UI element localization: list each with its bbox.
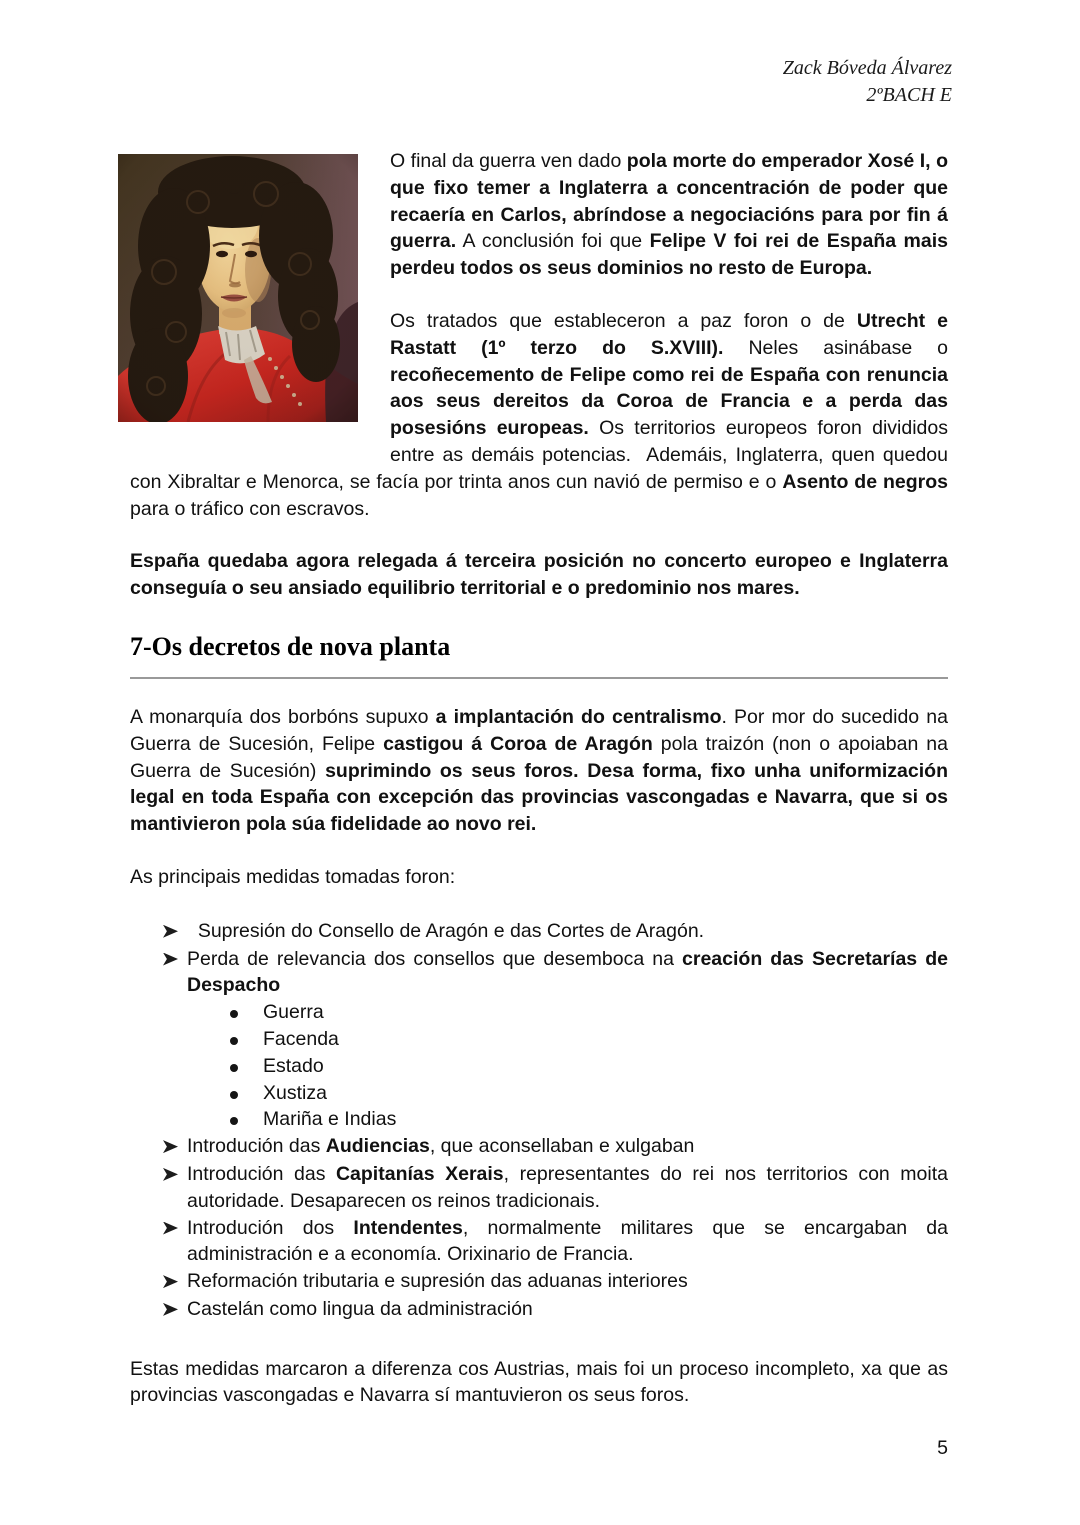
list-item-text: Supresión do Consello de Aragón e das Cortes de Aragón. <box>187 919 705 942</box>
list-item-text: Introdución dos Intendentes, normalmente militares que se encargaban da administración e a economía. Orixinario de Francia. <box>187 1216 948 1266</box>
list-item-secretariat <box>130 999 948 1026</box>
paragraph-measures-intro: As principais medidas tomadas foron: <box>130 865 456 888</box>
list-item-secretariat <box>130 1026 948 1053</box>
bullet-cell <box>163 1161 187 1189</box>
list-item-measure <box>130 1133 948 1161</box>
paragraph-war-end: O final da guerra ven dado pola morte do emperador Xosé I, o que fixo temer a Inglaterra a concentración de poder que recaería en Carlos, abríndose a negociacións para por fin á guerra. A conclusión foi que Felipe V foi rei de España mais perdeu todos os seus dominios no resto de Europa. <box>390 150 948 280</box>
list-item-text: Estado <box>263 1054 324 1077</box>
document-header <box>783 55 952 109</box>
bullet-cell <box>163 946 187 974</box>
dot-bullet-icon <box>230 1037 238 1045</box>
paragraph-peace-treaties: Os tratados que estableceron a paz foron o de Utrecht e Rastatt (1º terzo do S.XVIII). Neles asinábase o recoñecemento de Felipe como rei de España con renuncia aos seus dereitos da Coroa de Francia e a perda das posesións europeas. Os territorios europeos foron divididos entre as demáis potencias. Ademáis, Inglaterra, quen quedou con Xibraltar e Menorca, se facía por trinta anos cun navió de permiso e o Asento de negros para o tráfico con escravos. <box>130 309 948 520</box>
list-item-secretariat <box>130 1053 948 1080</box>
list-item-secretariat <box>130 1080 948 1107</box>
arrowhead-bullet-icon <box>163 1168 178 1181</box>
list-item-text: Introdución das Audiencias, que aconsellaban e xulgaban <box>187 1135 695 1158</box>
dot-bullet-icon <box>230 1091 238 1099</box>
page-number: 5 <box>937 1437 948 1459</box>
bullet-cell <box>163 1296 187 1324</box>
header-author: Zack Bóveda Álvarez <box>782 57 952 79</box>
paragraph-spain-position: España quedaba agora relegada á terceira posición no concerto europeo e Inglaterra conseguía o seu ansiado equilibrio territorial e o predominio nos mares. <box>130 550 948 600</box>
arrowhead-bullet-icon <box>163 1222 178 1235</box>
bullet-cell <box>163 1133 187 1161</box>
arrowhead-bullet-icon <box>163 1140 178 1153</box>
header-class-line: 2ºBACH E <box>866 84 952 106</box>
list-item-measure <box>130 1296 948 1324</box>
list-item-text: Facenda <box>263 1027 339 1050</box>
list-item-measure <box>130 918 948 946</box>
paragraph-conclusion: Estas medidas marcaron a diferenza cos Austrias, mais foi un proceso incompleto, xa que as provincias vascongadas e Navarra sí mantuvieron os seus foros. <box>130 1357 948 1407</box>
paragraph-centralism: A monarquía dos borbóns supuxo a implantación do centralismo. Por mor do sucedido na Guerra de Sucesión, Felipe castigou á Coroa de Aragón pola traizón (non o apoiaban na Guerra de Sucesión) suprimindo os seus foros. Desa forma, fixo unha uniformización legal en toda España con excepción das provincias vascongadas e Navarra, que si os mantivieron pola súa fidelidade ao novo rei. <box>130 705 948 836</box>
list-item-text: Guerra <box>263 1001 324 1024</box>
dot-bullet-icon <box>230 1064 238 1072</box>
arrowhead-bullet-icon <box>163 1303 178 1316</box>
list-item-measure <box>130 1268 948 1296</box>
list-item-text: Castelán como lingua da administración <box>187 1297 533 1320</box>
bullet-cell <box>163 1215 187 1243</box>
dot-bullet-icon <box>230 1117 238 1125</box>
bullet-cell <box>163 1268 187 1296</box>
list-item-measure <box>130 1215 948 1269</box>
list-item-text: Reformación tributaria e supresión das aduanas interiores <box>187 1270 688 1293</box>
list-item-text: Mariña e Indias <box>263 1108 397 1131</box>
arrowhead-bullet-icon <box>163 953 178 966</box>
bullet-cell <box>230 1026 263 1053</box>
list-item-measure <box>130 946 948 1000</box>
list-item-text: Xustiza <box>263 1081 327 1104</box>
bullet-cell <box>163 918 187 946</box>
dot-bullet-icon <box>230 1010 238 1018</box>
bullet-cell <box>230 1053 263 1080</box>
bullet-cell <box>230 999 263 1026</box>
portrait-image <box>118 154 358 422</box>
section-heading: 7-Os decretos de nova planta <box>130 631 451 661</box>
heading-divider <box>130 677 948 679</box>
baroque-portrait-icon <box>118 154 358 422</box>
list-item-measure <box>130 1161 948 1215</box>
arrowhead-bullet-icon <box>163 1275 178 1288</box>
list-item-text: Perda de relevancia dos consellos que desemboca na creación das Secretarías de Despacho <box>187 947 948 997</box>
arrowhead-bullet-icon <box>163 925 178 938</box>
bullet-cell <box>230 1106 263 1133</box>
bullet-cell <box>230 1080 263 1107</box>
measures-list <box>130 918 948 1324</box>
list-item-text: Introdución das Capitanías Xerais, representantes do rei nos territorios con moita autoridade. Desaparecen os reinos tradicionais. <box>187 1162 948 1212</box>
list-item-secretariat <box>130 1106 948 1133</box>
document-body <box>130 148 948 1435</box>
